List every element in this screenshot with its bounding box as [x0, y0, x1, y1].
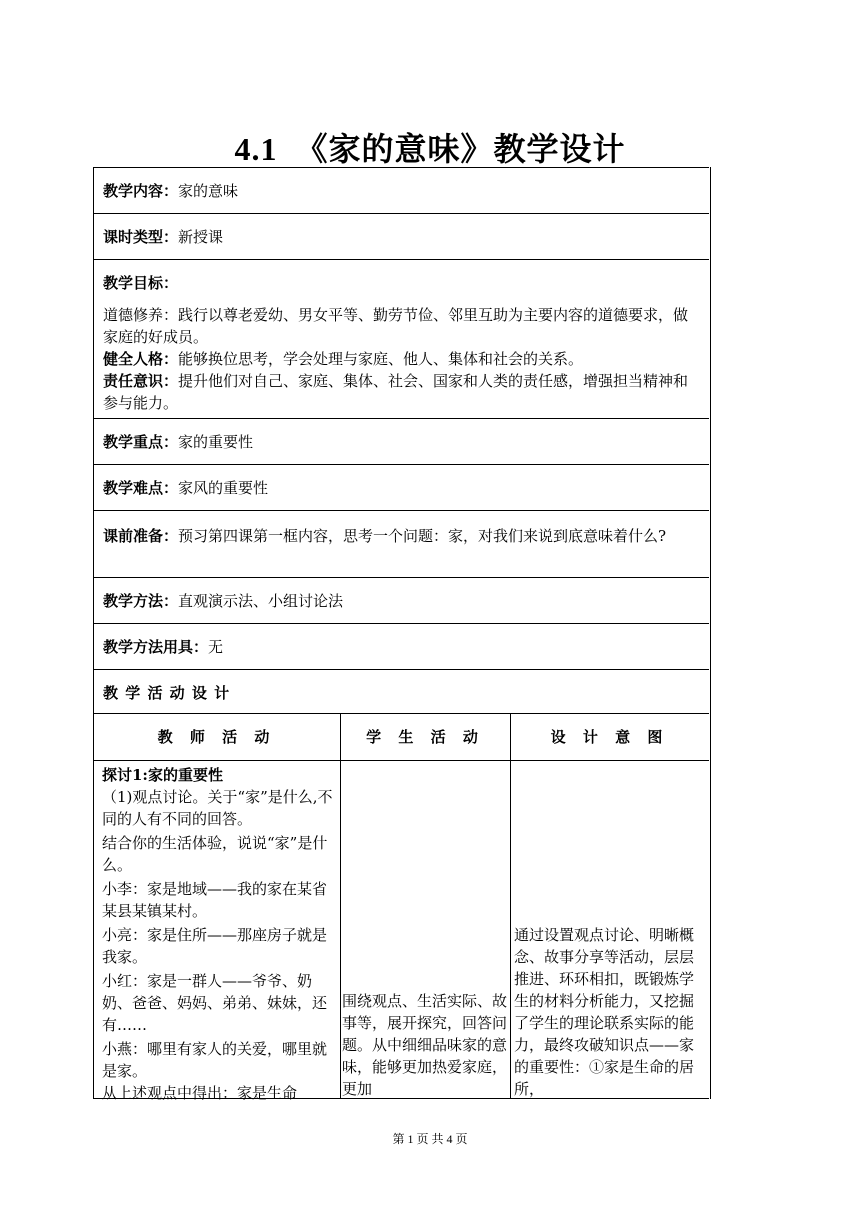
row-goals	[93, 259, 709, 418]
difficulty-value: 家风的重要性	[178, 479, 269, 497]
student-activity-text: 围绕观点、生活实际、故事等，展开探究，回答问题。从中细细品味家的意味，能够更加热爱家庭，更加	[342, 992, 508, 1098]
header-teacher: 教 师 活 动	[157, 728, 276, 746]
teacher-paragraph: （1)观点讨论。关于“家”是什么,不同的人有不同的回答。	[102, 788, 333, 828]
header-intent: 设 计 意 图	[550, 728, 669, 746]
teacher-paragraph: 小亮：家是住所——那座房子就是我家。	[102, 926, 328, 966]
title-text: 《家的意味》教学设计	[295, 130, 626, 168]
page-title	[0, 124, 860, 170]
row-preparation	[93, 510, 709, 577]
preparation-label: 课前准备：	[103, 527, 179, 545]
row-lesson-type	[93, 213, 709, 259]
goal-moral-label: 道德修养：	[103, 306, 179, 324]
goal-responsibility-text: 提升他们对自己、家庭、集体、社会、国家和人类的责任感，增强担当精神和参与能力。	[103, 372, 689, 412]
row-activity-design	[93, 669, 709, 713]
row-difficulty	[93, 464, 709, 510]
key-point-label: 教学重点：	[103, 433, 179, 451]
preparation-value: 预习第四课第一框内容，思考一个问题：家，对我们来说到底意味着什么?	[178, 527, 667, 545]
goal-personality-text: 能够换位思考，学会处理与家庭、他人、集体和社会的关系。	[178, 350, 584, 368]
design-intent-text: 通过设置观点讨论、明晰概念、故事分享等活动，层层推进、环环相扣，既锻炼学生的材料分析能力，又挖掘了学生的理论联系实际的能力，最终攻破知识点——家的重要性：①家是生命的居所，	[514, 926, 695, 1098]
tools-value: 无	[208, 638, 224, 656]
method-value: 直观演示法、小组讨论法	[178, 592, 344, 610]
goals-label: 教学目标：	[103, 274, 179, 292]
goal-personality-label: 健全人格：	[103, 350, 179, 368]
lesson-type-label: 课时类型：	[103, 228, 179, 246]
content-value: 家的意味	[178, 182, 239, 200]
method-label: 教学方法：	[103, 592, 179, 610]
design-intent-cell	[514, 924, 706, 1098]
key-point-value: 家的重要性	[178, 433, 254, 451]
goal-responsibility	[103, 370, 699, 414]
lesson-type-value: 新授课	[178, 228, 224, 246]
teacher-paragraph: 从上述观点中得出：家是生命	[102, 1084, 298, 1102]
title-number: 4.1	[234, 131, 278, 167]
teacher-heading: 探讨1:家的重要性	[102, 766, 223, 784]
row-tools	[93, 623, 709, 669]
row-content	[93, 167, 709, 213]
activity-design-label: 教 学 活 动 设 计	[103, 684, 231, 702]
teacher-paragraph: 小红：家是一群人——爷爷、奶奶、爸爸、妈妈、弟弟、妹妹，还有……	[102, 972, 328, 1034]
content-label: 教学内容：	[103, 182, 179, 200]
teacher-paragraph: 结合你的生活体验，说说“家”是什么。	[102, 834, 328, 874]
row-key-point	[93, 418, 709, 464]
header-student: 学 生 活 动	[366, 728, 484, 746]
column-divider	[510, 713, 511, 1099]
tools-label: 教学方法用具：	[103, 638, 209, 656]
header-divider	[93, 760, 709, 761]
goal-moral-text: 践行以尊老爱幼、男女平等、勤劳节俭、邻里互助为主要内容的道德要求，做家庭的好成员。	[103, 306, 689, 346]
teacher-paragraph: 小燕：哪里有家人的关爱，哪里就是家。	[102, 1040, 328, 1080]
goal-responsibility-label: 责任意识：	[103, 372, 179, 390]
student-activity-cell	[342, 990, 508, 1098]
teacher-paragraph: 小李：家是地域——我的家在某省某县某镇某村。	[102, 880, 328, 920]
goal-moral	[103, 304, 699, 348]
difficulty-label: 教学难点：	[103, 479, 179, 497]
page-footer: 第 1 页 共 4 页	[392, 1132, 468, 1146]
teacher-activity-cell	[102, 764, 334, 1104]
row-method	[93, 577, 709, 623]
column-divider	[340, 713, 341, 1099]
goal-personality	[103, 348, 699, 370]
